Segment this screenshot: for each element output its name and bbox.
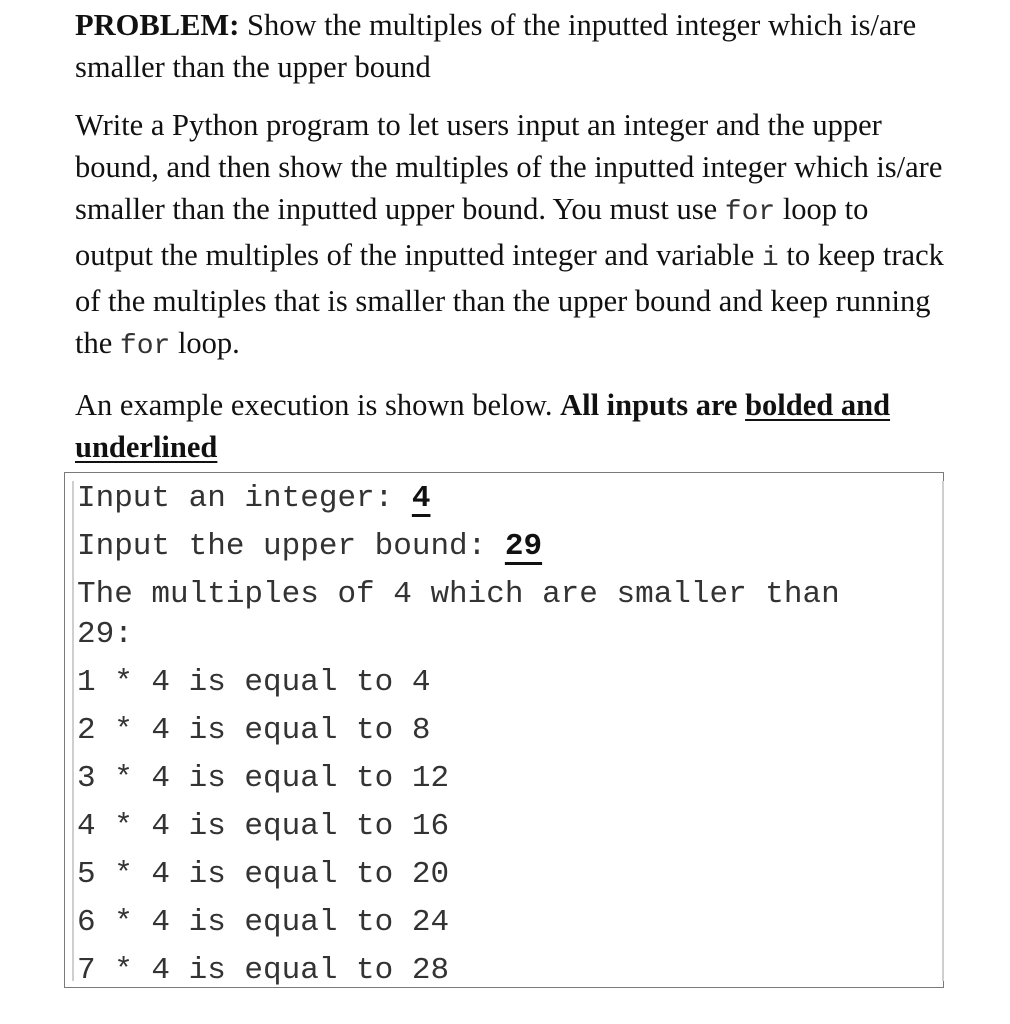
description-paragraph xyxy=(75,104,945,368)
prompt-integer-line xyxy=(77,479,430,519)
code-for-1: for xyxy=(724,197,776,228)
result-line: 6 * 4 is equal to 24 xyxy=(77,905,450,940)
example-note-bold: All inputs are xyxy=(560,388,746,422)
result-line: 2 * 4 is equal to 8 xyxy=(77,713,431,748)
code-for-2: for xyxy=(119,331,171,362)
input-integer-value: 4 xyxy=(411,481,431,516)
description-part3: to keep track of the multiples that is smaller than the upper bound and keep running the xyxy=(75,238,944,360)
result-line: 3 * 4 is equal to 12 xyxy=(77,761,450,796)
result-header-line1: The multiples of 4 which are smaller than xyxy=(77,577,840,612)
example-output-box xyxy=(64,472,944,988)
prompt-integer: Input an integer: xyxy=(77,481,412,516)
result-line: 7 * 4 is equal to 28 xyxy=(77,953,450,988)
problem-statement xyxy=(75,4,945,88)
result-line: 5 * 4 is equal to 20 xyxy=(77,857,450,892)
problem-label: PROBLEM: xyxy=(75,8,240,42)
left-guide-line xyxy=(72,481,74,981)
description-part4: loop. xyxy=(170,326,240,360)
result-line: 1 * 4 is equal to 4 xyxy=(77,665,431,700)
description-part2: loop to output the multiples of the inputted integer and variable xyxy=(75,192,869,272)
result-line: 4 * 4 is equal to 16 xyxy=(77,809,450,844)
result-header-line2: 29: xyxy=(77,617,133,652)
prompt-bound: Input the upper bound: xyxy=(77,529,505,564)
document-body xyxy=(75,0,945,468)
prompt-bound-line xyxy=(77,527,542,567)
right-guide-line xyxy=(942,481,944,981)
example-note xyxy=(75,384,945,468)
example-note-plain: An example execution is shown below. xyxy=(75,388,561,422)
description-part1: Write a Python program to let users input an integer and the upper bound, and then show the multiples of the inputted integer which is/are smaller than the inputted upper bound. You must use xyxy=(75,108,943,226)
problem-text: Show the multiples of the inputted integer which is/are smaller than the upper bound xyxy=(75,8,917,84)
code-i: i xyxy=(761,243,779,274)
input-bound-value: 29 xyxy=(504,529,543,564)
example-note-underlined: bolded and underlined xyxy=(75,388,891,464)
